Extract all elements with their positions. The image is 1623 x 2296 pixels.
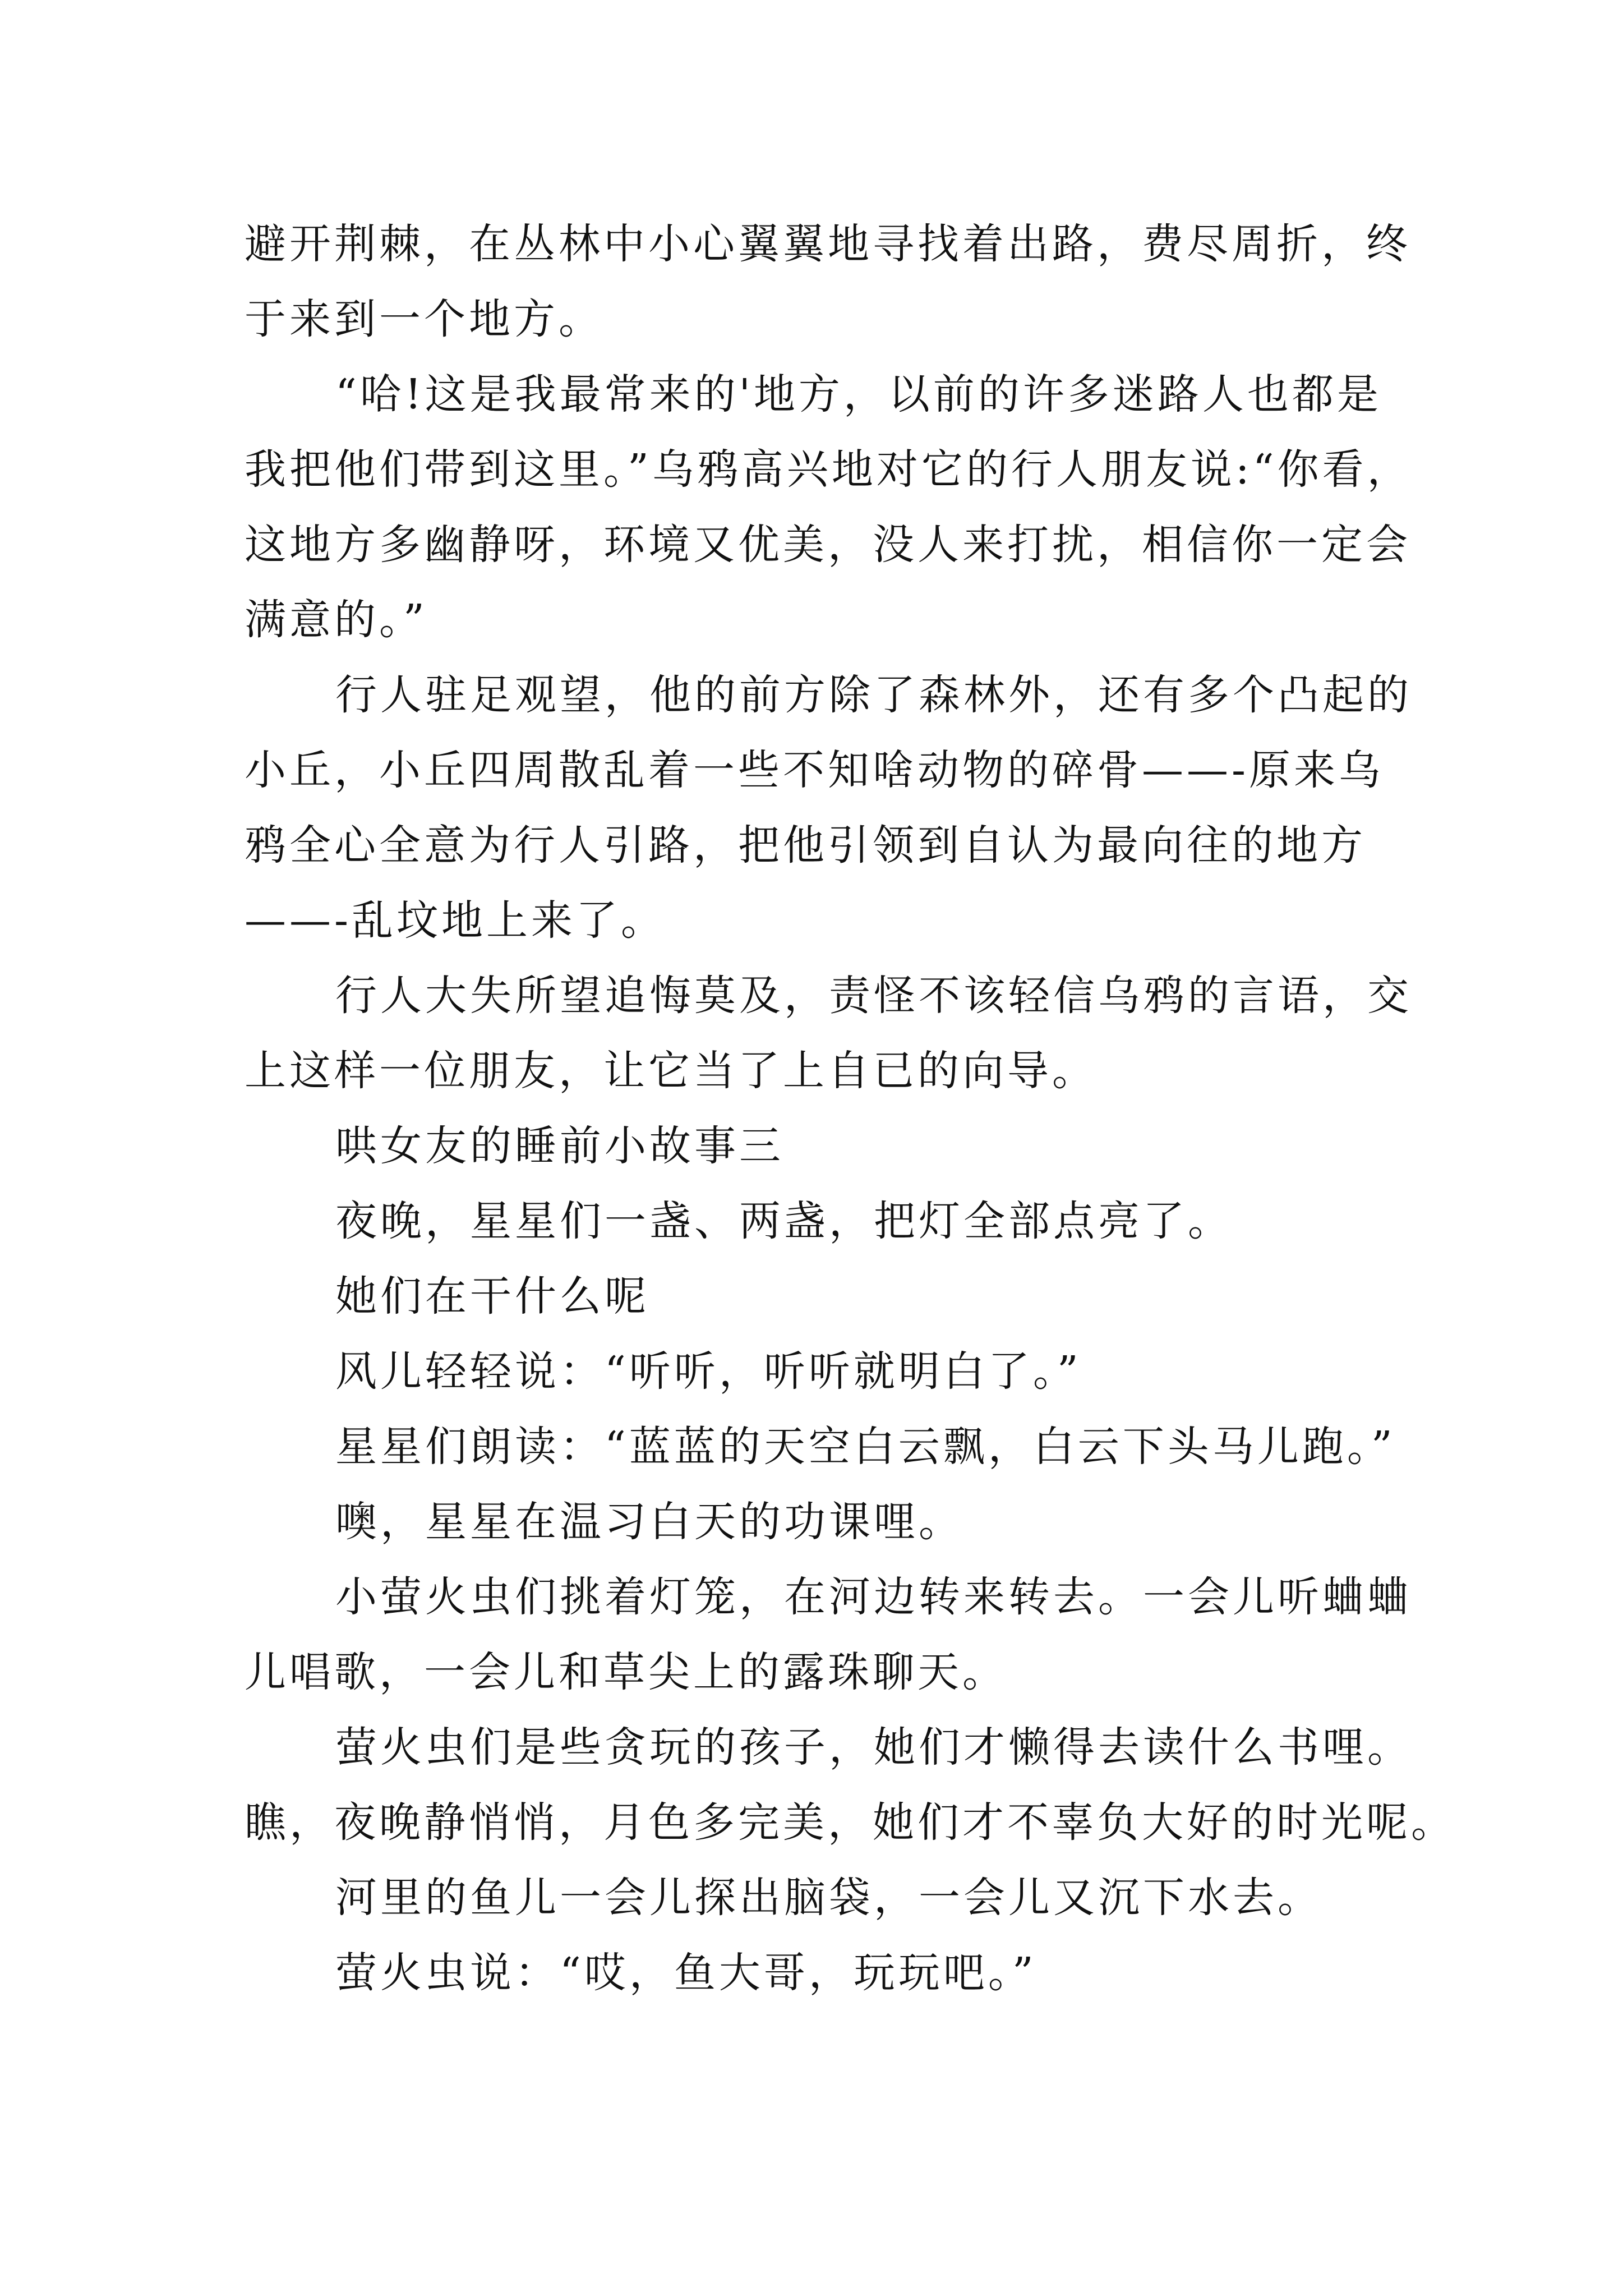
paragraph-line: 星星们朗读：“蓝蓝的天空白云飘，白云下头马儿跑。” [335, 1423, 1396, 1471]
paragraph-line: 小萤火虫们挑着灯笼，在河边转来转去。一会儿听蛐蛐 [335, 1573, 1412, 1621]
section-heading: 哄女友的睡前小故事三 [335, 1122, 784, 1170]
paragraph-line: 萤火虫们是些贪玩的孩子，她们才懒得去读什么书哩。 [335, 1723, 1412, 1772]
paragraph-line: 我把他们带到这里。”乌鸦高兴地对它的行人朋友说:“你看， [245, 445, 1412, 494]
paragraph-line: 避开荆棘，在丛林中小心翼翼地寻找着出路，费尽周折，终 [245, 220, 1411, 268]
paragraph-line: “哈!这是我最常来的'地方，以前的许多迷路人也都是 [335, 370, 1382, 418]
paragraph-line: 行人驻足观望，他的前方除了森林外，还有多个凸起的 [335, 671, 1412, 719]
paragraph-line: 小丘，小丘四周散乱着一些不知啥动物的碎骨——-原来乌 [245, 746, 1384, 794]
paragraph-line: 瞧，夜晚静悄悄，月色多完美，她们才不辜负大好的时光呢。 [245, 1798, 1456, 1847]
paragraph-line: 上这样一位朋友，让它当了上自已的向导。 [245, 1047, 1097, 1095]
paragraph-line: 这地方多幽静呀，环境又优美，没人来打扰，相信你一定会 [245, 521, 1411, 569]
paragraph-line: 萤火虫说：“哎，鱼大哥，玩玩吧。” [335, 1949, 1037, 1997]
paragraph-line: 行人大失所望追悔莫及，责怪不该轻信乌鸦的言语，交 [335, 972, 1412, 1020]
paragraph-line: 儿唱歌，一会儿和草尖上的露珠聊天。 [245, 1648, 1007, 1696]
paragraph-line: 她们在干什么呢 [335, 1272, 649, 1320]
paragraph-line: ——-乱坟地上来了。 [245, 896, 666, 945]
paragraph-line: 满意的。” [245, 596, 428, 644]
paragraph-line: 于来到一个地方。 [245, 295, 603, 343]
paragraph-line: 夜晚，星星们一盏、两盏，把灯全部点亮了。 [335, 1197, 1233, 1245]
paragraph-line: 河里的鱼儿一会儿探出脑袋，一会儿又沉下水去。 [335, 1874, 1322, 1922]
paragraph-line: 噢，星星在温习白天的功课哩。 [335, 1498, 963, 1546]
paragraph-line: 鸦全心全意为行人引路，把他引领到自认为最向往的地方 [245, 821, 1366, 869]
paragraph-line: 风儿轻轻说：“听听，听听就明白了。” [335, 1347, 1082, 1396]
